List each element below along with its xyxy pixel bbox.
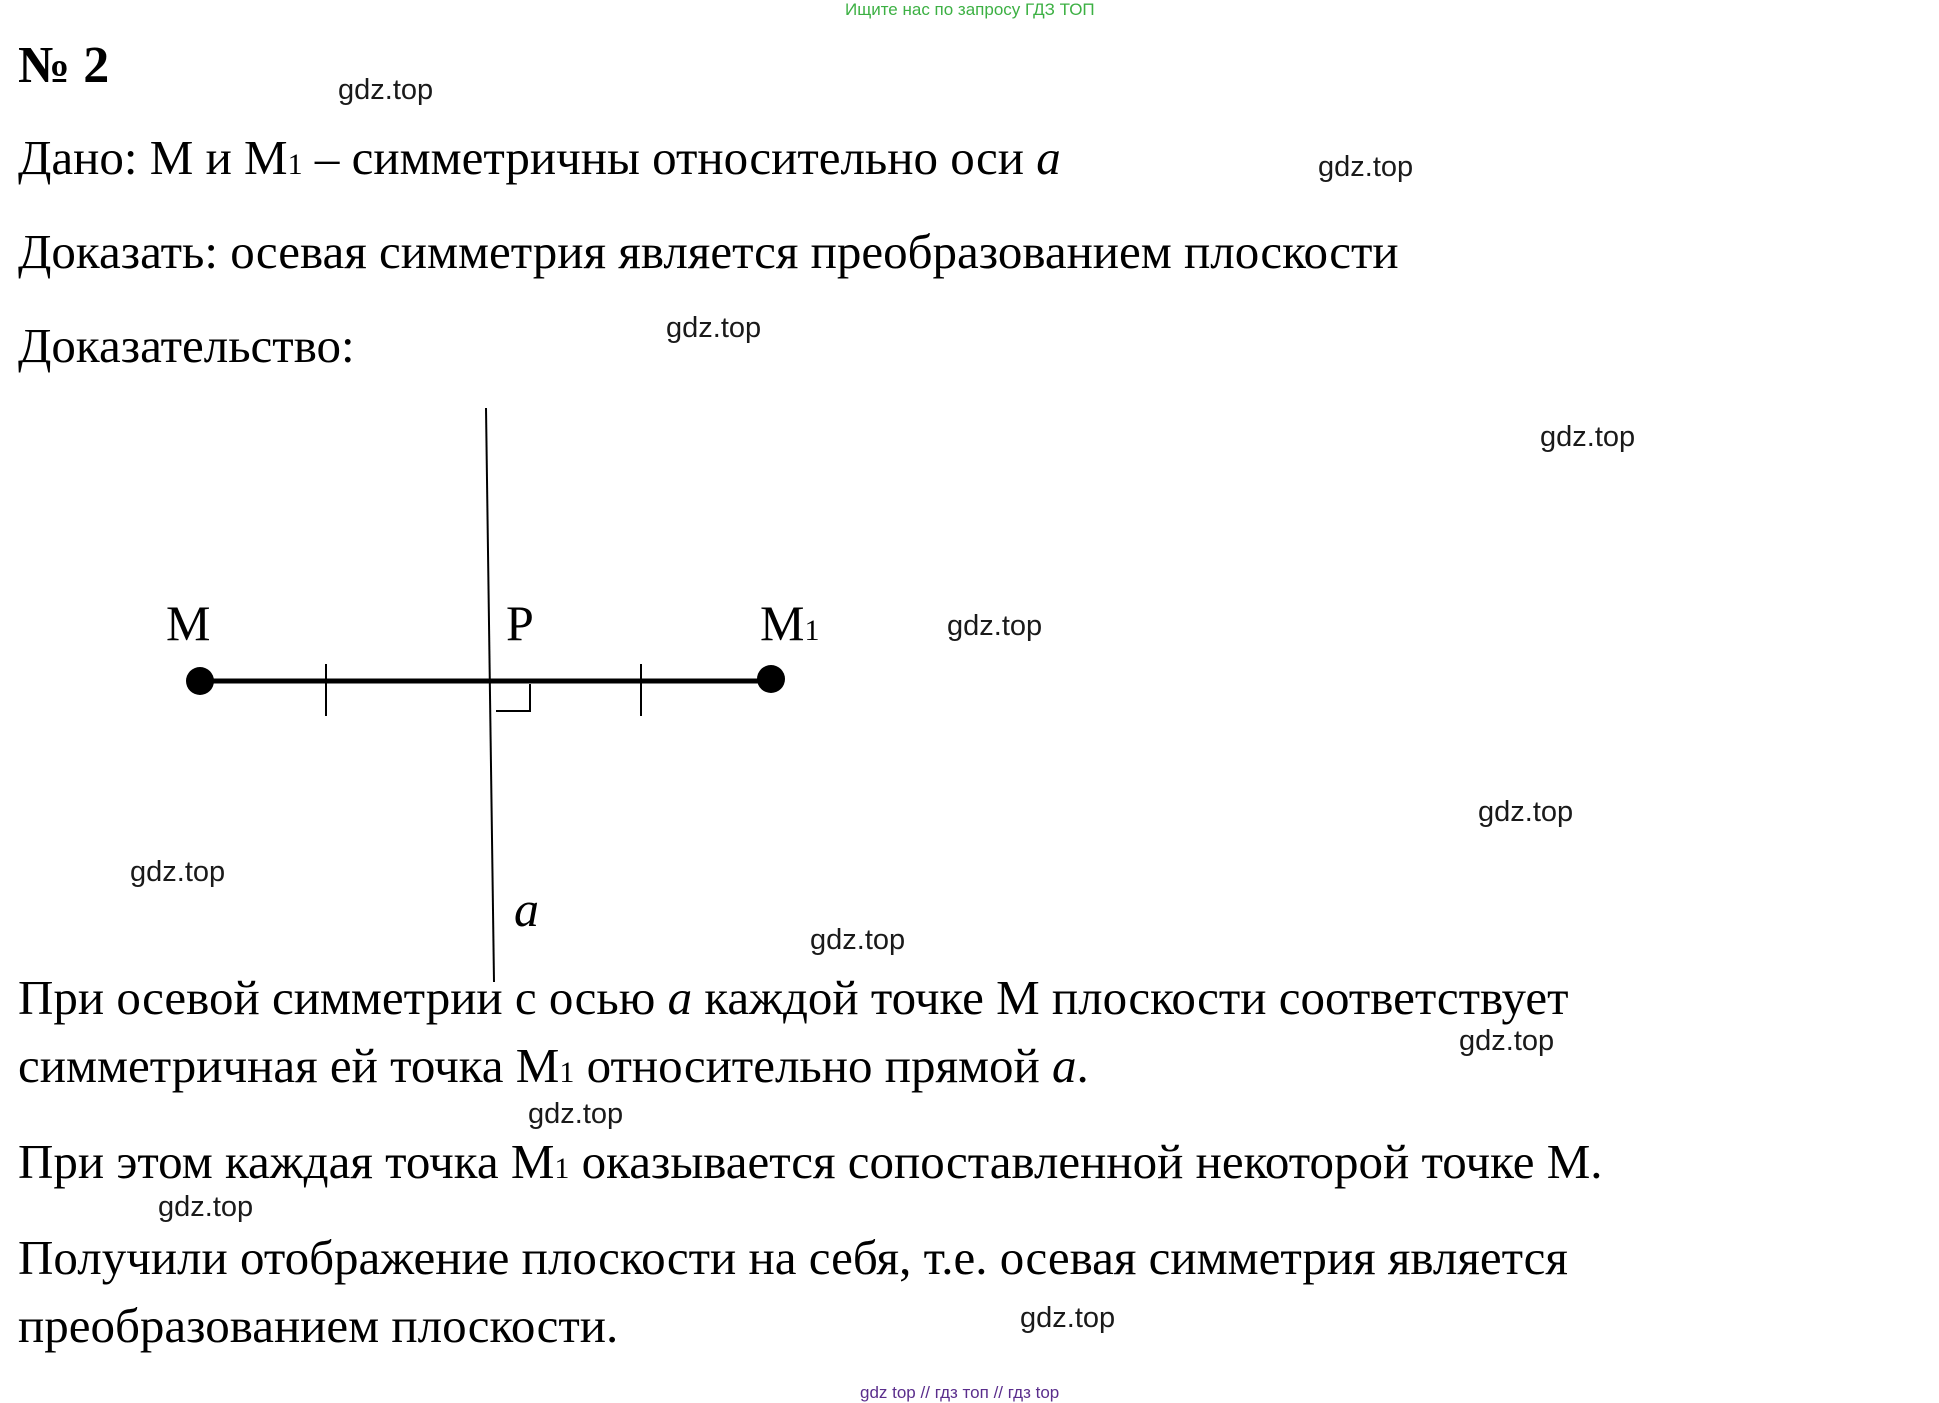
- watermark: gdz.top: [130, 856, 226, 888]
- p1-line2-middle: относительно прямой: [574, 1038, 1052, 1093]
- given-subscript: 1: [287, 148, 303, 181]
- given-prefix: Дано: М и М: [18, 130, 288, 185]
- watermark: gdz.top: [810, 924, 906, 956]
- watermark: gdz.top: [158, 1191, 254, 1223]
- label-m1: [760, 594, 819, 652]
- axis-line: [486, 408, 494, 982]
- label-m: M: [166, 595, 211, 651]
- footer-note: [860, 1383, 1059, 1403]
- watermark: gdz.top: [947, 610, 1043, 642]
- p2-end: оказывается сопоставленной некоторой точке М.: [569, 1134, 1603, 1189]
- p1-subscript: 1: [559, 1056, 575, 1089]
- footer-separator: //: [920, 1383, 930, 1402]
- point-m-dot: [186, 667, 214, 695]
- watermark: gdz.top: [666, 312, 762, 344]
- footer-part-2: гдз топ: [934, 1383, 989, 1402]
- p1-line2-end: .: [1076, 1038, 1089, 1093]
- paragraph-3-line-1: Получили отображение плоскости на себя, т.е. осевая симметрия является: [18, 1230, 1568, 1285]
- p1-line2-start: симметричная ей точка М: [18, 1038, 560, 1093]
- label-m1-letter: M: [760, 595, 805, 651]
- watermark: gdz.top: [338, 74, 434, 106]
- given-middle: – симметричны относительно оси: [302, 130, 1037, 185]
- paragraph-1-line-1: [18, 964, 1569, 1032]
- p1-axis-2: a: [1051, 1038, 1077, 1093]
- problem-number: № 2: [18, 37, 110, 94]
- p2-start: При этом каждая точка М: [18, 1134, 555, 1189]
- prove-line: Доказать: осевая симметрия является преобразованием плоскости: [18, 224, 1399, 279]
- given-axis: a: [1036, 130, 1061, 185]
- p2-subscript: 1: [554, 1152, 570, 1185]
- paragraph-3-line-2: преобразованием плоскости.: [18, 1298, 619, 1353]
- label-p: P: [506, 595, 534, 651]
- footer-part-3: гдз top: [1007, 1383, 1060, 1402]
- label-axis-a: a: [514, 881, 539, 937]
- label-m1-subscript: 1: [804, 614, 820, 647]
- paragraph-2: [18, 1128, 1603, 1203]
- p1-axis-1: a: [667, 970, 693, 1025]
- footer-separator: //: [993, 1383, 1004, 1402]
- footer-part-1: gdz top: [860, 1383, 916, 1402]
- proof-heading: Доказательство:: [18, 318, 355, 373]
- watermark: gdz.top: [1540, 421, 1636, 453]
- right-angle-mark: [496, 684, 530, 711]
- watermark: gdz.top: [1318, 151, 1414, 183]
- watermark: gdz.top: [1020, 1302, 1116, 1334]
- watermark: gdz.top: [1478, 796, 1574, 828]
- point-m1-dot: [757, 665, 785, 693]
- p1-line1-end: каждой точке М плоскости соответствует: [692, 970, 1569, 1025]
- header-note: Ищите нас по запросу ГДЗ ТОП: [845, 0, 1095, 19]
- watermark: gdz.top: [1459, 1025, 1555, 1057]
- p1-line1-start: При осевой симметрии с осью: [18, 970, 668, 1025]
- paragraph-1-line-2: [18, 1032, 1089, 1107]
- watermark: gdz.top: [528, 1098, 624, 1130]
